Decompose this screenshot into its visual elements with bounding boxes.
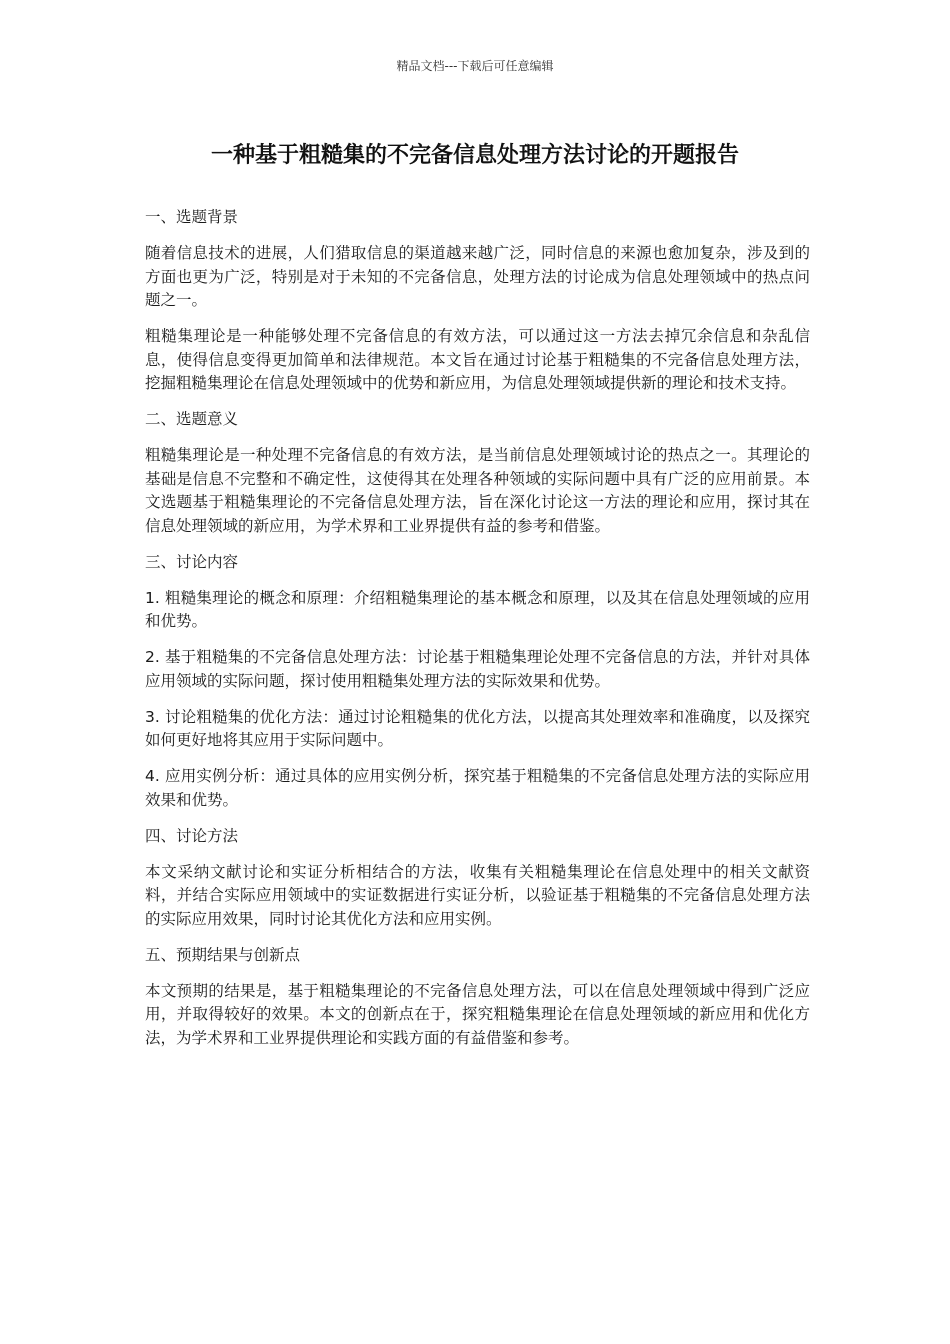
document-body — [145, 206, 810, 1063]
content-item-2: 2. 基于粗糙集的不完备信息处理方法：讨论基于粗糙集理论处理不完备信息的方法，并针对具体应用领域的实际问题，探讨使用粗糙集处理方法的实际效果和优势。 — [145, 648, 810, 690]
section-heading-background: 一、选题背景 — [145, 208, 239, 226]
content-item-3: 3. 讨论粗糙集的优化方法：通过讨论粗糙集的优化方法，以提高其处理效率和准确度，以及探究如何更好地将其应用于实际问题中。 — [145, 707, 810, 749]
paragraph-background-2: 粗糙集理论是一种能够处理不完备信息的有效方法，可以通过这一方法去掉冗余信息和杂乱信息，使得信息变得更加简单和法律规范。本文旨在通过讨论基于粗糙集的不完备信息处理方法，挖掘粗糙集理论在信息处理领域中的优势和新应用，为信息处理领域提供新的理论和技术支持。 — [145, 327, 810, 392]
paragraph-significance-1: 粗糙集理论是一种处理不完备信息的有效方法，是当前信息处理领域讨论的热点之一。其理论的基础是信息不完整和不确定性，这使得其在处理各种领域的实际问题中具有广泛的应用前景。本文选题基于粗糙集理论的不完备信息处理方法，旨在深化讨论这一方法的理论和应用，探讨其在信息处理领域的新应用，为学术界和工业界提供有益的参考和借鉴。 — [145, 446, 810, 535]
section-heading-expected: 五、预期结果与创新点 — [145, 945, 301, 964]
content-item-4: 4. 应用实例分析：通过具体的应用实例分析，探究基于粗糙集的不完备信息处理方法的实际应用效果和优势。 — [145, 767, 810, 809]
paragraph-expected-1: 本文预期的结果是，基于粗糙集理论的不完备信息处理方法，可以在信息处理领域中得到广泛应用，并取得较好的效果。本文的创新点在于，探究粗糙集理论在信息处理领域的新应用和优化方法，为学术界和工业界提供理论和实践方面的有益借鉴和参考。 — [145, 981, 810, 1047]
document-title: 一种基于粗糙集的不完备信息处理方法讨论的开题报告 — [210, 143, 739, 168]
header-note: 精品文档---下载后可任意编辑 — [396, 59, 554, 73]
paragraph-method-1: 本文采纳文献讨论和实证分析相结合的方法，收集有关粗糙集理论在信息处理中的相关文献资料，并结合实际应用领域中的实证数据进行实证分析，以验证基于粗糙集的不完备信息处理方法的实际应用效果，同时讨论其优化方法和应用实例。 — [145, 862, 810, 928]
section-heading-significance: 二、选题意义 — [145, 410, 239, 428]
section-heading-content: 三、讨论内容 — [145, 552, 239, 571]
section-heading-method: 四、讨论方法 — [145, 826, 239, 845]
content-item-1: 1. 粗糙集理论的概念和原理：介绍粗糙集理论的基本概念和原理，以及其在信息处理领域的应用和优势。 — [145, 588, 810, 630]
paragraph-background-1: 随着信息技术的进展，人们猎取信息的渠道越来越广泛，同时信息的来源也愈加复杂，涉及到的方面也更为广泛，特别是对于未知的不完备信息，处理方法的讨论成为信息处理领域中的热点问题之一。 — [145, 244, 810, 309]
